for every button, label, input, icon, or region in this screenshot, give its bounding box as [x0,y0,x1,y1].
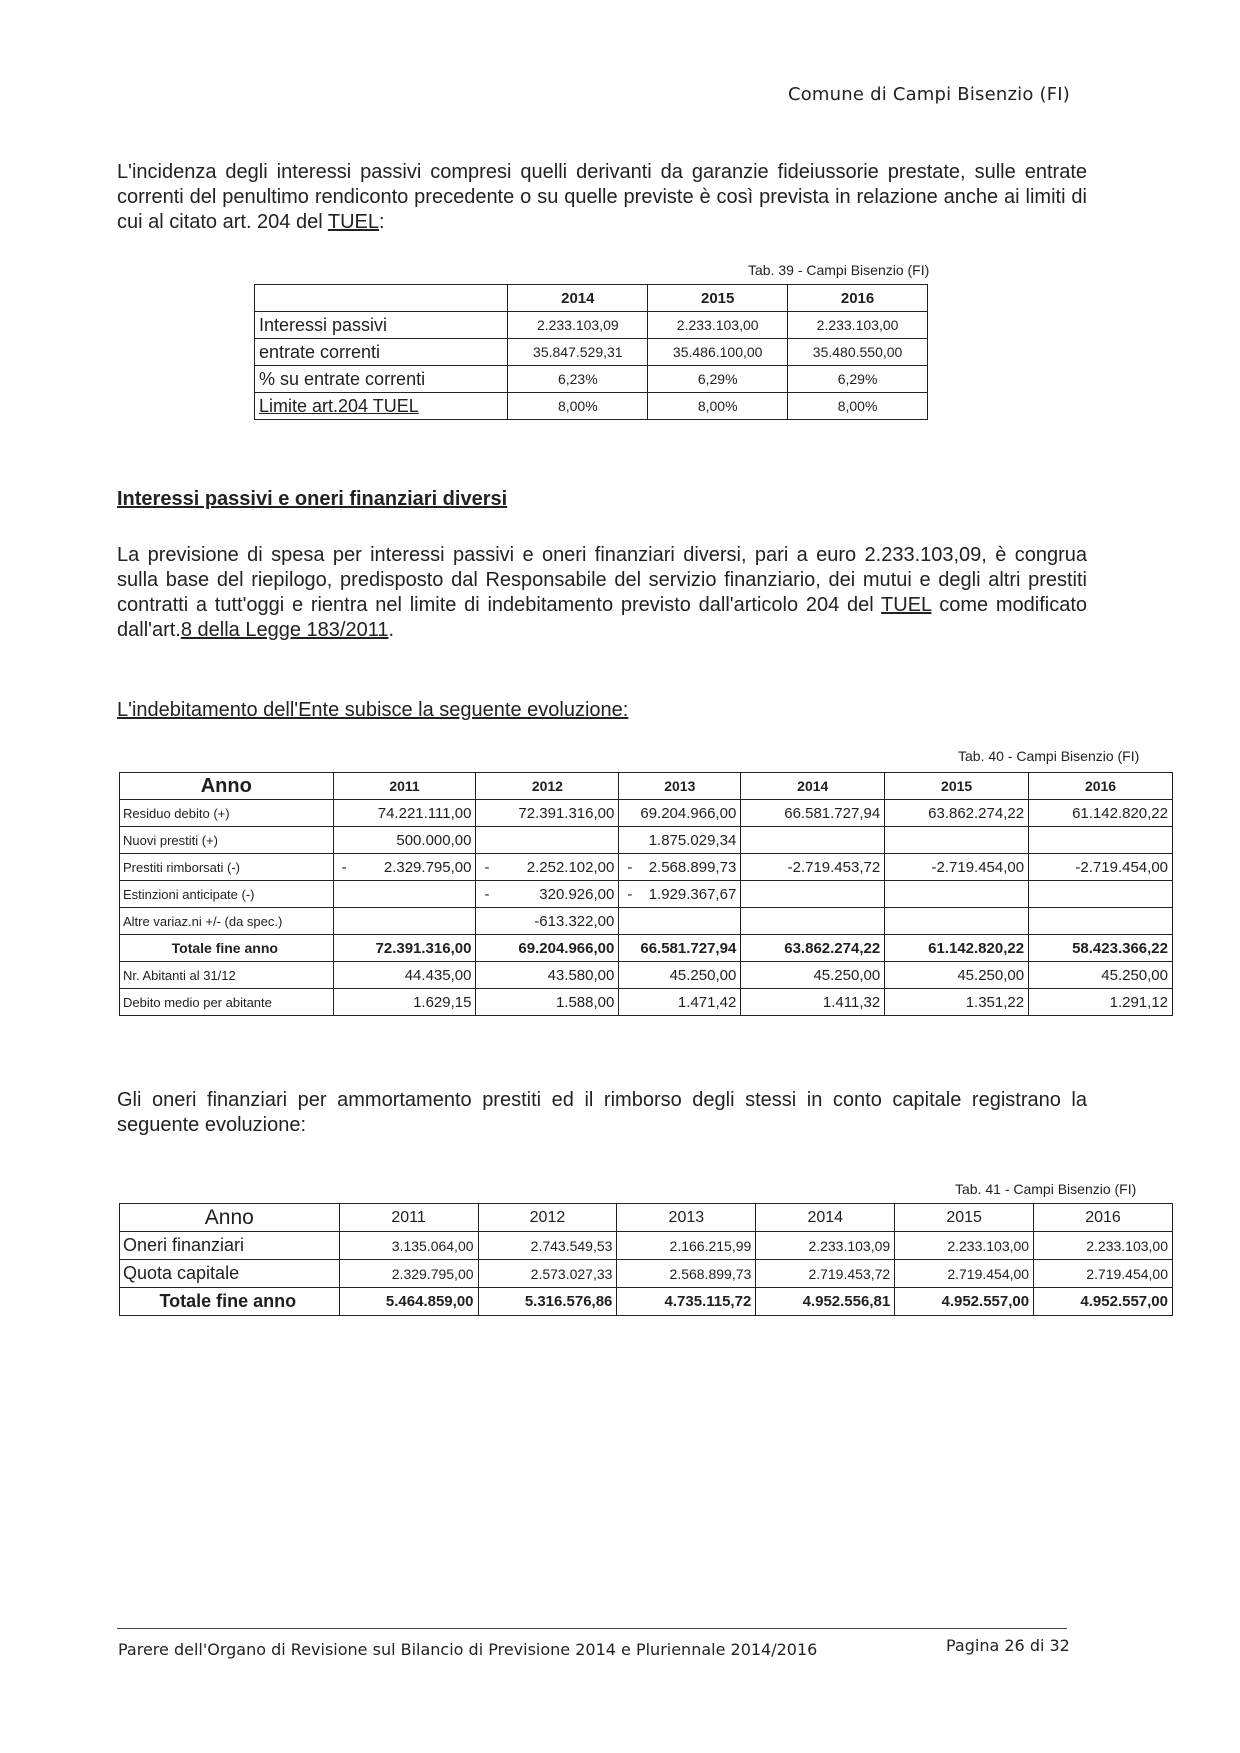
table40-col-header: 2016 [1029,773,1173,800]
table40-cell [741,908,885,935]
table40-cell [476,935,619,962]
table40-cell [476,800,619,827]
table39-caption: Tab. 39 - Campi Bisenzio (FI) [748,262,930,278]
table41-row-label: Totale fine anno [120,1288,340,1316]
table40-cell [1029,800,1173,827]
table40-cell-value: 1.875.029,34 [648,831,737,849]
table40-row-label: Nuovi prestiti (+) [120,827,334,854]
table41-col-header: 2016 [1034,1204,1173,1232]
table40-cell [741,827,885,854]
table41-cell: 2.719.454,00 [1034,1260,1173,1288]
table39-cell: 2.233.103,09 [508,312,648,339]
table39-row-label: % su entrate correnti [255,366,508,393]
footer-page-number: Pagina 26 di 32 [946,1636,1070,1655]
table39-row [255,393,928,420]
table40-cell [476,881,619,908]
table40-cell-value: -613.322,00 [534,912,615,930]
tuel-reference: TUEL [327,211,379,233]
table40-row-label: Residuo debito (+) [120,800,334,827]
table41-cell: 2.719.454,00 [895,1260,1034,1288]
intro-text: L'incidenza degli interessi passivi compresi quelli derivanti da garanzie fideiussorie prestate, sulle entrate correnti del penultimo rendiconto precedente o su quelle previste è così prevista in relazione anche ai limiti di cui al citato art. 204 del [117,161,1087,233]
table39-col-header [255,285,508,312]
table41-cell: 2.573.027,33 [478,1260,617,1288]
table41-cell: 2.233.103,00 [1034,1232,1173,1260]
table39-cell: 6,29% [788,366,928,393]
table40-cell [741,854,885,881]
table40-cell [333,881,476,908]
table40-col-header: 2015 [885,773,1029,800]
table40-cell-value: 61.142.820,22 [1072,804,1168,822]
footer-divider [117,1628,1067,1629]
table40-cell [741,800,885,827]
table39-cell: 8,00% [648,393,788,420]
table39-cell: 8,00% [788,393,928,420]
table40-cell [619,881,741,908]
table40-row-label: Prestiti rimborsati (-) [120,854,334,881]
table41-row [120,1232,1173,1260]
table40-cell [1029,989,1173,1016]
table40-row-label: Estinzioni anticipate (-) [120,881,334,908]
table40-cell-value: 61.142.820,22 [928,939,1025,957]
charges-intro: Gli oneri finanziari per ammortamento prestiti ed il rimborso degli stessi in conto capitale registrano la seguente evoluzione: [117,1089,1087,1136]
table41-cell: 2.233.103,00 [895,1232,1034,1260]
intro-tail: : [379,211,385,233]
table40-cell [619,962,741,989]
table39-cell: 35.480.550,00 [788,339,928,366]
table40-cell [885,827,1029,854]
table40-cell-value: 45.250,00 [813,966,881,984]
table40-cell-value: 1.588,00 [555,993,615,1011]
table39-row-label: entrate correnti [255,339,508,366]
table40-cell [619,800,741,827]
table40-row [120,827,1173,854]
table40-cell-value: 72.391.316,00 [518,804,615,822]
table41-row [120,1260,1173,1288]
table41-cell: 3.135.064,00 [339,1232,478,1260]
table39 [254,284,928,420]
table40-cell [1029,935,1173,962]
table39-cell: 35.847.529,31 [508,339,648,366]
table41-row-label: Oneri finanziari [120,1232,340,1260]
table39-cell: 8,00% [508,393,648,420]
table41-cell: 2.166.215,99 [617,1232,756,1260]
table39-header-row [255,285,928,312]
table40-cell-value: -2.719.454,00 [931,858,1025,876]
table40-cell-value: 72.391.316,00 [375,939,472,957]
table41-col-header: 2014 [756,1204,895,1232]
table40-cell-value: 1.411,32 [822,993,881,1011]
table40-cell-value: 45.250,00 [1101,966,1168,984]
table40-row [120,881,1173,908]
table41-cell: 2.719.453,72 [756,1260,895,1288]
section-text: La previsione di spesa per interessi passivi e oneri finanziari diversi, pari a euro 2.233.103,09, è congrua sulla base del riepilogo, predisposto dal Responsabile del servizio finanziario, dei mutui e degli altri prestiti contratti a tutt'oggi e rientra nel limite di indebitamento previsto dall'articolo 204 del [117,544,1087,616]
table41-cell: 5.464.859,00 [339,1288,478,1316]
table40-row-label: Totale fine anno [120,935,334,962]
table40-row [120,908,1173,935]
table41-cell: 5.316.576,86 [478,1288,617,1316]
table40-col-header: 2011 [333,773,476,800]
table39-col-header: 2016 [788,285,928,312]
table40-cell [885,908,1029,935]
table40-cell-value: 500.000,00 [396,831,472,849]
table40-cell-value: 45.250,00 [957,966,1025,984]
table39-cell: 6,23% [508,366,648,393]
table39-col-header: 2014 [508,285,648,312]
table40-cell [885,881,1029,908]
table39-cell: 2.233.103,00 [648,312,788,339]
table40-cell-value: -2.719.453,72 [787,858,881,876]
table41-cell: 2.233.103,09 [756,1232,895,1260]
table41-row-label: Quota capitale [120,1260,340,1288]
table41-cell: 2.568.899,73 [617,1260,756,1288]
table40-cell [1029,908,1173,935]
table41-caption: Tab. 41 - Campi Bisenzio (FI) [955,1181,1137,1197]
table41-row [120,1288,1173,1316]
table39-row-label: Interessi passivi [255,312,508,339]
table40-cell [333,827,476,854]
table40-cell-value: 69.204.966,00 [518,939,615,957]
table40-cell [619,989,741,1016]
table40-row [120,989,1173,1016]
table41-cell: 2.329.795,00 [339,1260,478,1288]
section-title: Interessi passivi e oneri finanziari diversi [117,488,508,510]
table41-cell: 4.952.557,00 [1034,1288,1173,1316]
table39-col-header: 2015 [648,285,788,312]
table41-col-header: 2012 [478,1204,617,1232]
table40-cell-value: 1.471,42 [677,993,737,1011]
table41-col-header: Anno [120,1204,340,1232]
table40-cell [741,935,885,962]
table41 [119,1203,1173,1316]
footer-document-title: Parere dell'Organo di Revisione sul Bilancio di Previsione 2014 e Pluriennale 2014/2016 [118,1640,818,1659]
table39-cell: 2.233.103,00 [788,312,928,339]
table40-cell-sign: - [341,858,347,876]
table40-cell [885,800,1029,827]
table40-header-row [120,773,1173,800]
table40-cell [333,989,476,1016]
intro-paragraph [117,160,1087,235]
table41-col-header: 2011 [339,1204,478,1232]
table40-cell-value: 74.221.111,00 [377,804,472,822]
table40-col-header: 2012 [476,773,619,800]
table40-cell [741,881,885,908]
table40-cell [1029,881,1173,908]
table40-cell [885,935,1029,962]
table41-header-row [120,1204,1173,1232]
table40-cell-value: 45.250,00 [669,966,737,984]
table39-row [255,339,928,366]
table40-col-header: 2014 [741,773,885,800]
section-tail: . [388,619,395,641]
table40-col-header: 2013 [619,773,741,800]
table40-cell [1029,827,1173,854]
table40-cell-value: 58.423.366,22 [1072,939,1168,957]
table40-cell-sign: - [484,885,490,903]
table40-cell [619,854,741,881]
table40-cell [333,800,476,827]
table40-cell [333,962,476,989]
table40-row-label: Debito medio per abitante [120,989,334,1016]
table40-cell-sign: - [627,858,633,876]
table40-cell [1029,962,1173,989]
table40-cell [1029,854,1173,881]
table40-cell-sign: - [484,858,490,876]
table40-caption: Tab. 40 - Campi Bisenzio (FI) [958,748,1140,764]
table40-cell-value: 66.581.727,94 [784,804,881,822]
table40-row [120,800,1173,827]
table40-cell-sign: - [627,885,633,903]
table40-row-label: Nr. Abitanti al 31/12 [120,962,334,989]
law-reference: 8 della Legge 183/2011 [180,619,389,641]
table40-cell-value: 1.629,15 [413,993,472,1011]
table40-cell [333,908,476,935]
table40-cell-value: 43.580,00 [547,966,615,984]
table40 [119,772,1173,1016]
debt-intro: L'indebitamento dell'Ente subisce la seguente evoluzione: [117,699,629,721]
section-paragraph [117,543,1087,643]
table41-col-header: 2013 [617,1204,756,1232]
page-header-municipality: Comune di Campi Bisenzio (FI) [787,84,1070,105]
table40-cell-value: 63.862.274,22 [784,939,881,957]
table40-cell [476,962,619,989]
table40-cell [741,962,885,989]
table40-col-header: Anno [120,773,334,800]
table40-cell [619,908,741,935]
table40-row [120,935,1173,962]
table39-row-label: Limite art.204 TUEL [255,393,508,420]
table40-cell-value: 2.252.102,00 [526,858,615,876]
table39-cell: 6,29% [648,366,788,393]
table40-cell [741,989,885,1016]
table40-row [120,962,1173,989]
table40-cell [476,989,619,1016]
table40-cell [619,827,741,854]
table40-cell [619,935,741,962]
table40-row-label: Altre variaz.ni +/- (da spec.) [120,908,334,935]
table40-cell-value: 69.204.966,00 [640,804,737,822]
table40-cell-value: 1.291,12 [1109,993,1168,1011]
section-mid: come modificato dall'art. [117,594,1088,641]
table39-row [255,366,928,393]
table40-cell-value: 66.581.727,94 [640,939,737,957]
table40-cell-value: 2.568.899,73 [648,858,737,876]
table41-cell: 4.735.115,72 [617,1288,756,1316]
table40-cell [476,854,619,881]
table40-cell [476,908,619,935]
table40-cell [885,854,1029,881]
table40-cell [885,989,1029,1016]
table39-cell: 35.486.100,00 [648,339,788,366]
table40-cell [333,854,476,881]
table41-cell: 4.952.557,00 [895,1288,1034,1316]
table40-cell-value: 1.929.367,67 [648,885,737,903]
table39-row [255,312,928,339]
table40-cell-value: 320.926,00 [539,885,615,903]
table41-col-header: 2015 [895,1204,1034,1232]
table40-cell-value: 63.862.274,22 [928,804,1025,822]
table40-cell [885,962,1029,989]
table41-cell: 2.743.549,53 [478,1232,617,1260]
table40-cell-value: 44.435,00 [404,966,472,984]
table40-cell-value: -2.719.454,00 [1075,858,1168,876]
table40-cell [476,827,619,854]
table40-cell [333,935,476,962]
table40-row [120,854,1173,881]
table41-cell: 4.952.556,81 [756,1288,895,1316]
table40-cell-value: 1.351,22 [965,993,1025,1011]
table40-cell-value: 2.329.795,00 [383,858,472,876]
tuel-reference: TUEL [881,594,932,616]
